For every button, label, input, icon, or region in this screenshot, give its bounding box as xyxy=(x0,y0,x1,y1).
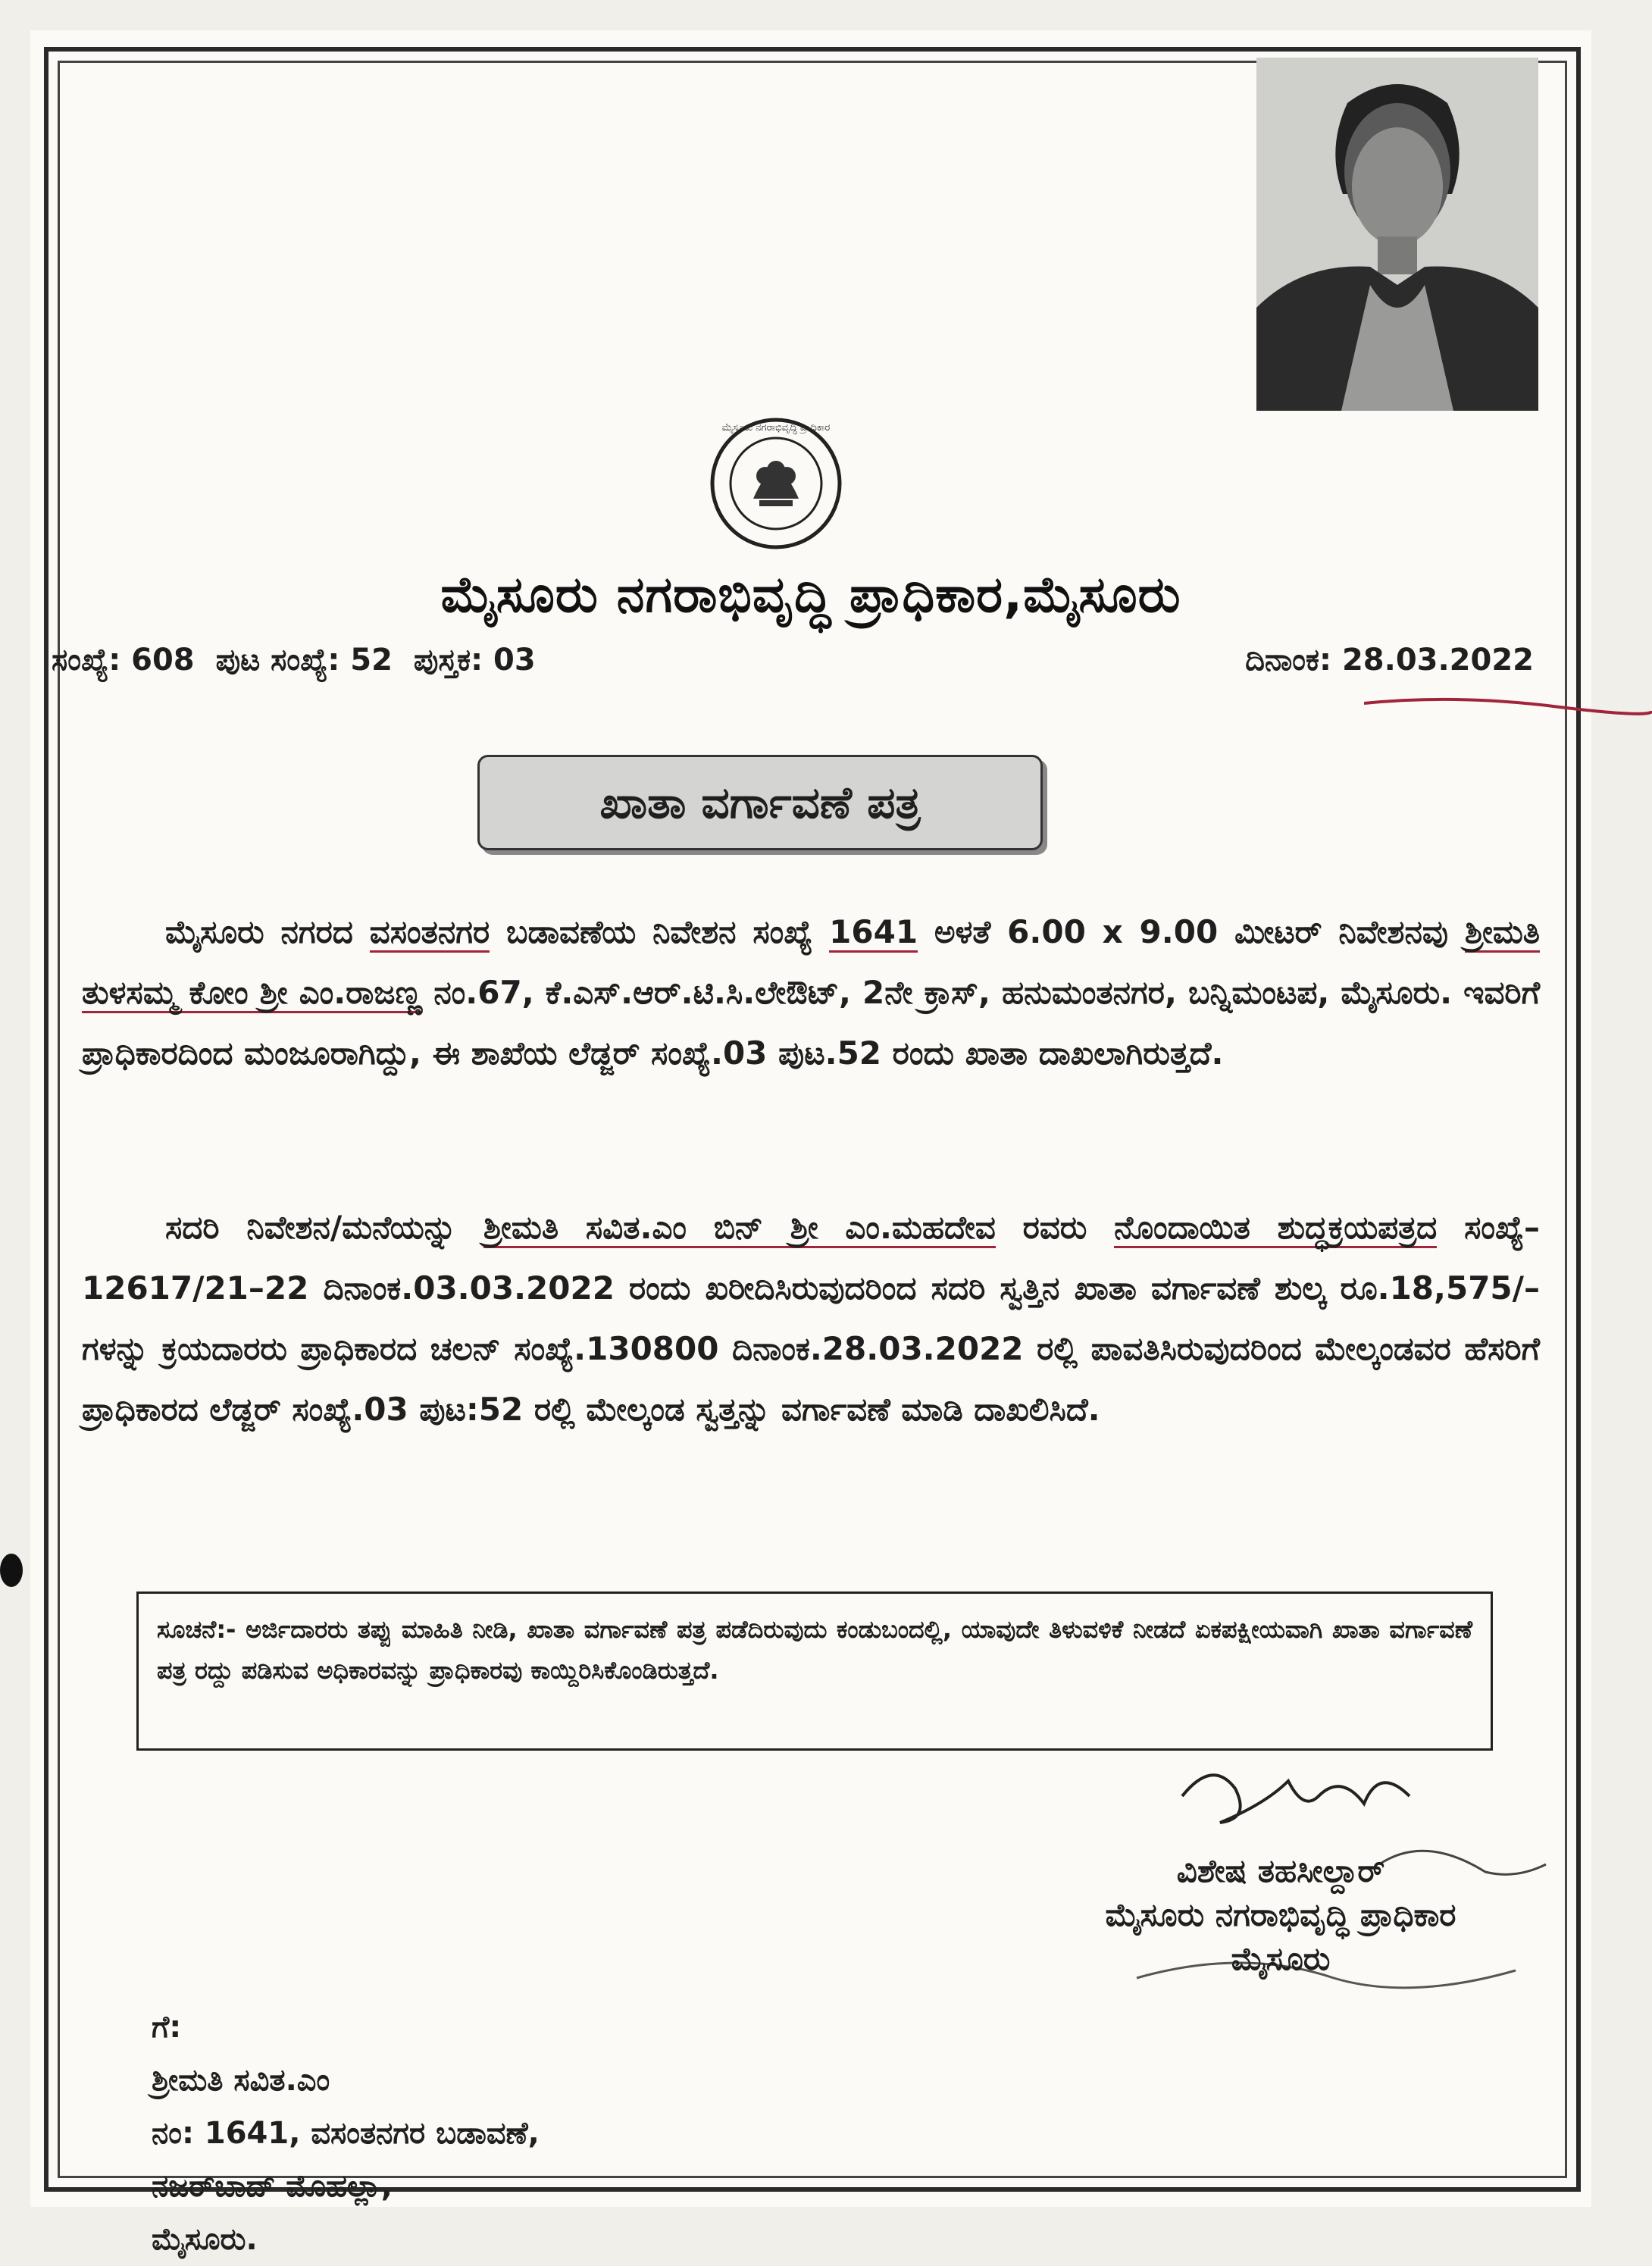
date-label: ದಿನಾಂಕ: xyxy=(1245,643,1332,678)
layout-name: ವಸಂತನಗರ xyxy=(370,913,490,953)
deed-reference: ನೊಂದಾಯಿತ ಶುದ್ಧಕ್ರಯಪತ್ರದ xyxy=(1114,1209,1437,1248)
address-line-1: ನಂ: 1641, ವಸಂತನಗರ ಬಡಾವಣೆ, xyxy=(152,2116,540,2151)
page-number: ಪುಟ ಸಂಖ್ಯೆ: 52 xyxy=(215,643,393,678)
recipient-address xyxy=(152,2001,540,2266)
pen-underline xyxy=(1364,688,1652,715)
text: ರವರು xyxy=(1022,1209,1087,1246)
address-line-2: ನಜರ್‌ಬಾದ್ ಮೊಹಲ್ಲಾ, xyxy=(152,2169,393,2204)
notice-box: ಸೂಚನೆ:- ಅರ್ಜಿದಾರರು ತಪ್ಪು ಮಾಹಿತಿ ನೀಡಿ, ಖಾತಾ ವರ್ಗಾವಣೆ ಪತ್ರ ಪಡೆದಿರುವುದು ಕಂಡುಬಂದಲ್ಲಿ, ಯಾವುದೇ ತಿಳುವಳಿಕೆ ನೀಡದೆ ಏಕಪಕ್ಷೀಯವಾಗಿ ಖಾತಾ ವರ್ಗಾವಣೆ ಪತ್ರ ರದ್ದು ಪಡಿಸುವ ಅಧಿಕಾರವನ್ನು ಪ್ರಾಧಿಕಾರವು ಕಾಯ್ದಿರಿಸಿಕೊಂಡಿರುತ್ತದೆ. xyxy=(136,1592,1493,1751)
site-number: 1641 xyxy=(829,913,918,953)
text: ಬಡಾವಣೆಯ ನಿವೇಶನ ಸಂಖ್ಯೆ xyxy=(506,913,813,950)
authority-seal xyxy=(705,415,847,552)
reference-number: ಸಂಖ್ಯೆ: 608 xyxy=(52,643,195,678)
applicant-photo xyxy=(1256,58,1538,411)
signatory-city: ಮೈಸೂರು xyxy=(1231,1940,1331,1977)
book-number: ಪುಸ್ತಕ: 03 xyxy=(413,643,536,678)
recipient-name: ಶ್ರೀಮತಿ ಸವಿತ.ಎಂ xyxy=(152,2063,330,2098)
organization-title: ಮೈಸೂರು ನಗರಾಭಿವೃದ್ಧಿ ಪ್ರಾಧಿಕಾರ,ಮೈಸೂರು xyxy=(440,565,1181,624)
text: ಸಂಖ್ಯೆ–12617/21–22 ದಿನಾಂಕ.03.03.2022 ರಂದು ಖರೀದಿಸಿರುವುದರಿಂದ ಸದರಿ ಸ್ವತ್ತಿನ ಖಾತಾ ವರ್ಗಾವಣೆ ಶುಲ್ಕ ರೂ.18,575/–ಗಳನ್ನು ಕ್ರಯದಾರರು ಪ್ರಾಧಿಕಾರದ ಚಲನ್ ಸಂಖ್ಯೆ.130800 ದಿನಾಂಕ.28.03.2022 ರಲ್ಲಿ ಪಾವತಿಸಿರುವುದರಿಂದ ಮೇಲ್ಕಂಡವರ ಹೆಸರಿಗೆ ಪ್ರಾಧಿಕಾರದ ಲೆಡ್ಜರ್ ಸಂಖ್ಯೆ.03 ಪುಟ:52 ರಲ್ಲಿ ಮೇಲ್ಕಂಡ ಸ್ವತ್ತನ್ನು ವರ್ಗಾವಣೆ ಮಾಡಿ ದಾಖಲಿಸಿದೆ. xyxy=(82,1209,1541,1428)
text: ನಂ.67, ಕೆ.ಎಸ್.ಆರ್.ಟಿ.ಸಿ.ಲೇಔಟ್, 2ನೇ ಕ್ರಾಸ್, ಹನುಮಂತನಗರ, ಬನ್ನಿಮಂಟಪ, ಮೈಸೂರು. ಇವರಿಗೆ ಪ್ರಾಧಿಕಾರದಿಂದ ಮಂಜೂರಾಗಿದ್ದು, ಈ ಶಾಖೆಯ ಲೆಡ್ಜರ್ ಸಂಖ್ಯೆ.03 ಪುಟ.52 ರಂದು ಖಾತಾ ದಾಖಲಾಗಿರುತ್ತದೆ. xyxy=(82,974,1540,1072)
signatory-organization: ಮೈಸೂರು ನಗರಾಭಿವೃದ್ಧಿ ಪ್ರಾಧಿಕಾರ xyxy=(1105,1896,1456,1933)
issue-date xyxy=(1245,643,1534,678)
original-owner: ಶ್ರೀಮತಿ ತುಳಸಮ್ಮ ಕೋಂ ಶ್ರೀ ಎಂ.ರಾಜಣ್ಣ xyxy=(82,913,1540,1013)
text: ಸದರಿ ನಿವೇಶನ/ಮನೆಯನ್ನು xyxy=(165,1209,457,1246)
to-label: ಗೆ: xyxy=(152,2010,182,2045)
signatory-block xyxy=(1015,1849,1546,1981)
text: ಮೈಸೂರು ನಗರದ xyxy=(165,913,353,950)
address-line-3: ಮೈಸೂರು. xyxy=(152,2222,258,2257)
signatory-designation: ವಿಶೇಷ ತಹಸೀಲ್ದಾರ್ xyxy=(1176,1852,1385,1889)
certificate-sheet xyxy=(30,30,1591,2257)
punch-hole xyxy=(0,1554,23,1587)
seal-text: ಮೈಸೂರು ನಗರಾಭಿವೃದ್ಧಿ ಪ್ರಾಧಿಕಾರ xyxy=(721,422,831,433)
paragraph-allotment xyxy=(82,902,1540,1084)
reference-line xyxy=(52,643,546,678)
paragraph-transfer xyxy=(82,1197,1540,1440)
document-title: ಖಾತಾ ವರ್ಗಾವಣೆ ಪತ್ರ xyxy=(477,755,1043,850)
text: ಅಳತೆ 6.00 x 9.00 ಮೀಟರ್ ನಿವೇಶನವು xyxy=(934,913,1449,950)
date-value: 28.03.2022 xyxy=(1341,643,1534,678)
buyer-name: ಶ್ರೀಮತಿ ಸವಿತ.ಎಂ ಬಿನ್ ಶ್ರೀ ಎಂ.ಮಹದೇವ xyxy=(483,1209,996,1248)
